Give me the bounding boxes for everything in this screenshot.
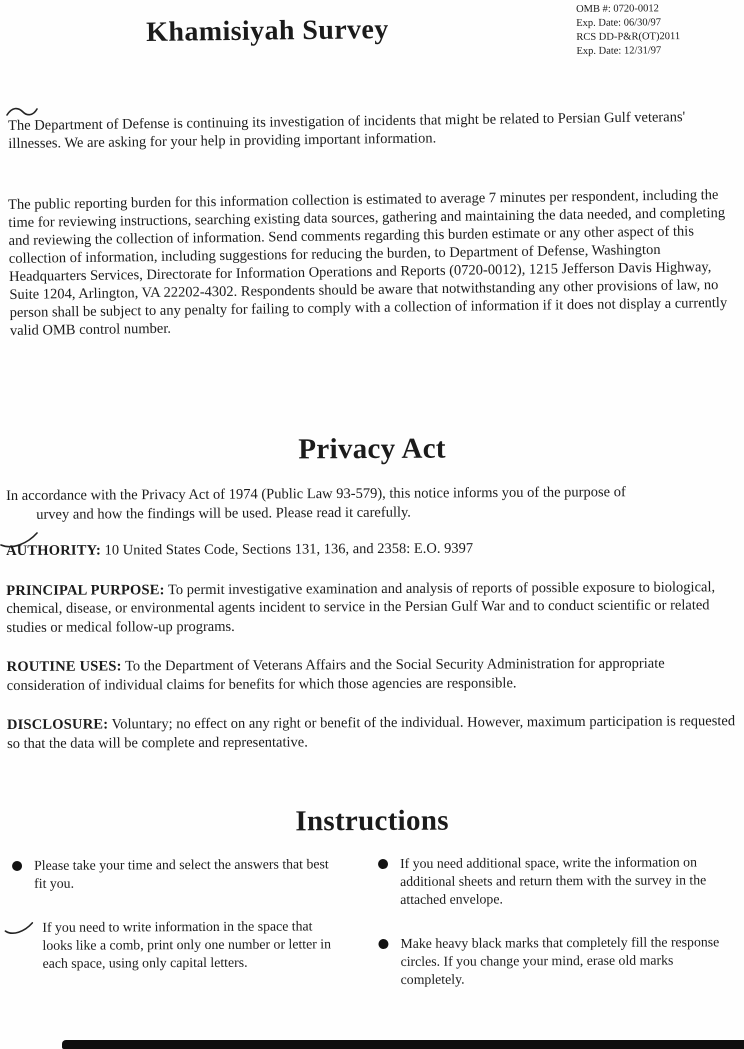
page-title: Khamisiyah Survey	[146, 14, 389, 48]
bullet-icon	[378, 939, 388, 949]
privacy-item-label: DISCLOSURE:	[6, 716, 109, 733]
instruction-item	[12, 917, 332, 973]
privacy-item-text: To the Department of Veterans Affairs and the Social Security Administration for appropriate consideration of individual claims for benefits for which those agencies are responsible.	[6, 655, 665, 694]
instruction-item	[12, 855, 332, 893]
omb-exp-date-2: Exp. Date: 12/31/97	[576, 44, 662, 57]
intro-paragraph: The Department of Defense is continuing its investigation of incidents that might be related to Persian Gulf veterans' illnesses. We are asking for your help in providing important information.	[8, 109, 686, 152]
privacy-act-intro	[6, 483, 734, 524]
privacy-item-authority	[6, 538, 736, 560]
privacy-act-items	[6, 538, 737, 774]
privacy-intro-line1: In accordance with the Privacy Act of 1974 (Public Law 93-579), this notice informs you of the purpose of	[6, 484, 626, 504]
privacy-intro-line2: urvey and how the findings will be used. Please read it carefully.	[36, 504, 411, 523]
omb-number: OMB #: 0720-0012	[576, 3, 659, 15]
privacy-item-principal-purpose	[6, 578, 736, 637]
privacy-item-label: AUTHORITY:	[6, 542, 102, 559]
omb-exp-date-1: Exp. Date: 06/30/97	[576, 17, 662, 29]
privacy-item-text: Voluntary; no effect on any right or benefit of the individual. However, maximum participation is requested so that the data will be complete and representative.	[7, 713, 736, 752]
privacy-item-disclosure	[7, 712, 737, 753]
bullet-icon	[378, 859, 388, 869]
privacy-act-heading: Privacy Act	[298, 432, 446, 466]
scan-edge-bar	[62, 1040, 744, 1049]
rcs-number: RCS DD-P&R(OT)2011	[576, 30, 681, 43]
instruction-text: If you need to write information in the space that looks like a comb, print only one number or letter in each space, using only capital letters.	[42, 918, 332, 971]
privacy-item-text: 10 United States Code, Sections 131, 136, and 2358: E.O. 9397	[104, 540, 474, 559]
instructions-left-column	[12, 855, 333, 1017]
instructions-right-column	[378, 853, 735, 1015]
instruction-item	[378, 853, 734, 909]
instruction-text: Make heavy black marks that completely fill the response circles. If you change your mind, erase old marks completely.	[400, 934, 720, 987]
scan-swoosh-icon	[4, 921, 30, 973]
instruction-text: If you need additional space, write the information on additional sheets and return them with the survey in the attached envelope.	[399, 854, 707, 907]
instruction-item	[378, 933, 734, 989]
omb-block	[576, 2, 740, 59]
burden-statement-paragraph: The public reporting burden for this information collection is estimated to average 7 minutes per respondent, including the time for reviewing instructions, searching existing data sources, gathering and maintaining the data needed, and completing and reviewing the collection of information. Send comments regarding this burden estimate or any other aspect of this collection of information, including suggestions for reducing the burden, to Department of Defense, Washington Headquarters Services, Directorate for Information Operations and Reports (0720-0012), 1215 Jefferson Davis Highway, Suite 1204, Arlington, VA 22202-4302. Respondents should be aware that notwithstanding any other provisions of law, no person shall be subject to any penalty for failing to comply with a collection of information if it does not display a currently valid OMB control number.	[8, 187, 728, 339]
privacy-item-text: To permit investigative examination and analysis of reports of possible exposure to biological, chemical, disease, or environmental agents incident to service in the Persian Gulf War and to conduct scientific or related studies or medical follow-up programs.	[6, 578, 716, 636]
bullet-icon	[12, 861, 22, 871]
privacy-item-routine-uses	[7, 654, 737, 695]
instructions-columns	[12, 853, 735, 1017]
privacy-item-label: PRINCIPAL PURPOSE:	[6, 581, 165, 599]
instruction-text: Please take your time and select the answers that best fit you.	[34, 856, 329, 891]
instructions-heading: Instructions	[295, 804, 449, 838]
privacy-item-label: ROUTINE USES:	[6, 658, 122, 675]
